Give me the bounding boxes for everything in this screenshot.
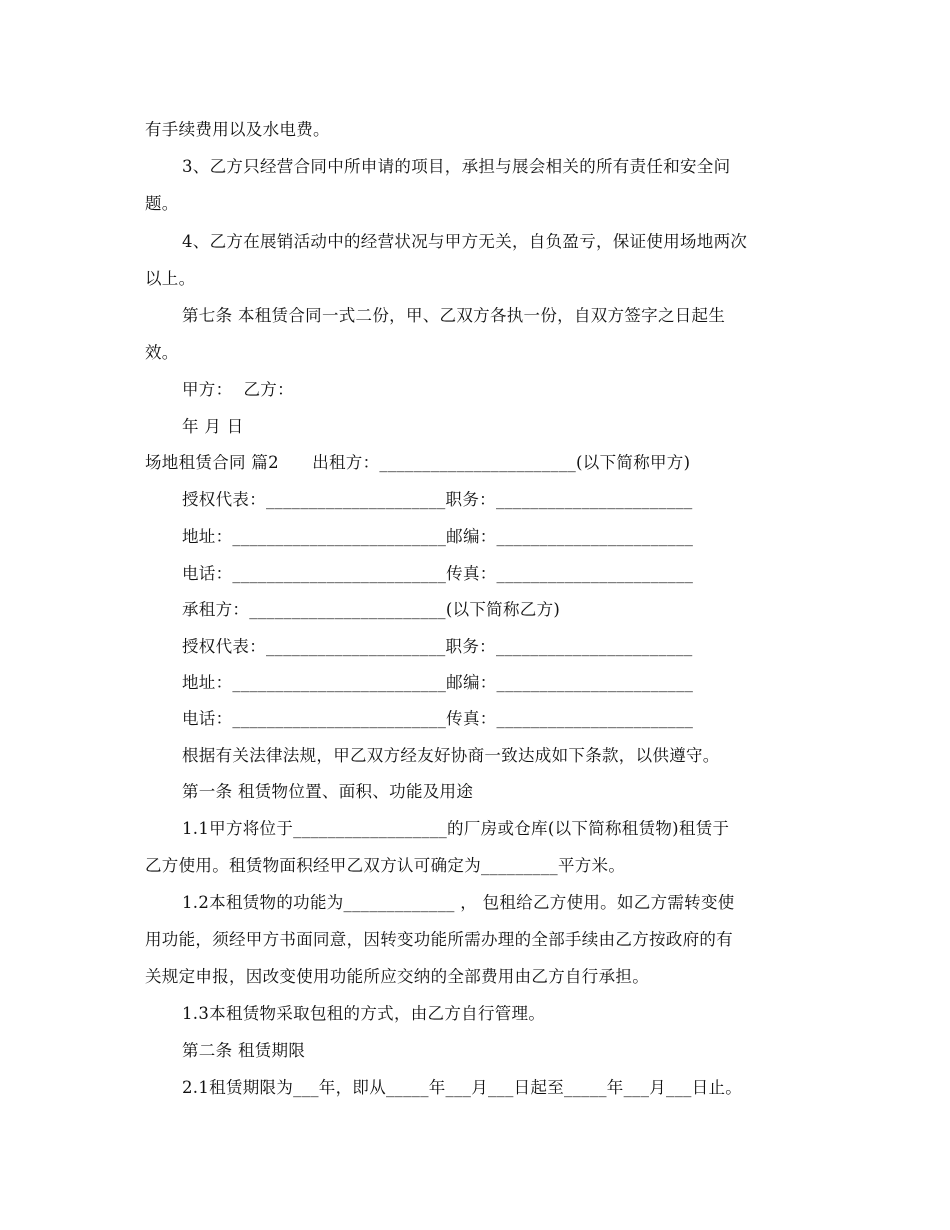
text-line: 1.3本租赁物采取包租的方式，由乙方自行管理。	[182, 1004, 546, 1023]
text-line: 第七条 本租赁合同一式二份，甲、乙双方各执一份，自双方签字之日起生	[182, 306, 726, 325]
form-line: 授权代表：_____________________职务：_______________________	[182, 490, 693, 509]
form-line: 电话：_________________________传真：_______________________	[182, 709, 694, 728]
text-line: 2.1租赁期限为___年，即从_____年___月___日起至_____年___月___日止。	[182, 1078, 743, 1097]
signature-line: 甲方： 乙方：	[182, 380, 294, 399]
form-line: 授权代表：_____________________职务：_______________________	[182, 637, 693, 656]
text-line: 关规定申报，因改变使用功能所应交纳的全部费用由乙方自行承担。	[145, 967, 649, 986]
text-line: 3、乙方只经营合同中所申请的项目，承担与展会相关的所有责任和安全问	[182, 157, 731, 176]
form-line: 承租方：_______________________(以下简称乙方)	[182, 600, 561, 619]
text-line: 1.1甲方将位于__________________的厂房或仓库(以下简称租赁物)租赁于	[182, 819, 730, 838]
text-line: 4、乙方在展销活动中的经营状况与甲方无关，自负盈亏，保证使用场地两次	[182, 232, 748, 251]
form-line: 电话：_________________________传真：_______________________	[182, 564, 694, 583]
section-heading: 场地租赁合同 篇2 出租方：_______________________(以下简称甲方)	[145, 453, 691, 472]
text-line: 以上。	[145, 269, 196, 288]
form-line: 地址：_________________________邮编：_______________________	[182, 527, 694, 546]
text-line: 有手续费用以及水电费。	[145, 120, 330, 139]
article-heading: 第一条 租赁物位置、面积、功能及用途	[182, 782, 474, 801]
date-line: 年 月 日	[182, 417, 244, 436]
text-line: 乙方使用。租赁物面积经甲乙双方认可确定为_________平方米。	[145, 856, 626, 875]
article-heading: 第二条 租赁期限	[182, 1041, 306, 1060]
form-line: 地址：_________________________邮编：_______________________	[182, 673, 694, 692]
text-line: 效。	[145, 343, 179, 362]
text-line: 根据有关法律法规，甲乙双方经友好协商一致达成如下条款，以供遵守。	[182, 746, 720, 765]
text-line: 题。	[145, 194, 179, 213]
text-line: 1.2本租赁物的功能为_____________ ， 包租给乙方使用。如乙方需转变使	[182, 893, 735, 912]
text-line: 用功能，须经甲方书面同意，因转变功能所需办理的全部手续由乙方按政府的有	[145, 930, 733, 949]
